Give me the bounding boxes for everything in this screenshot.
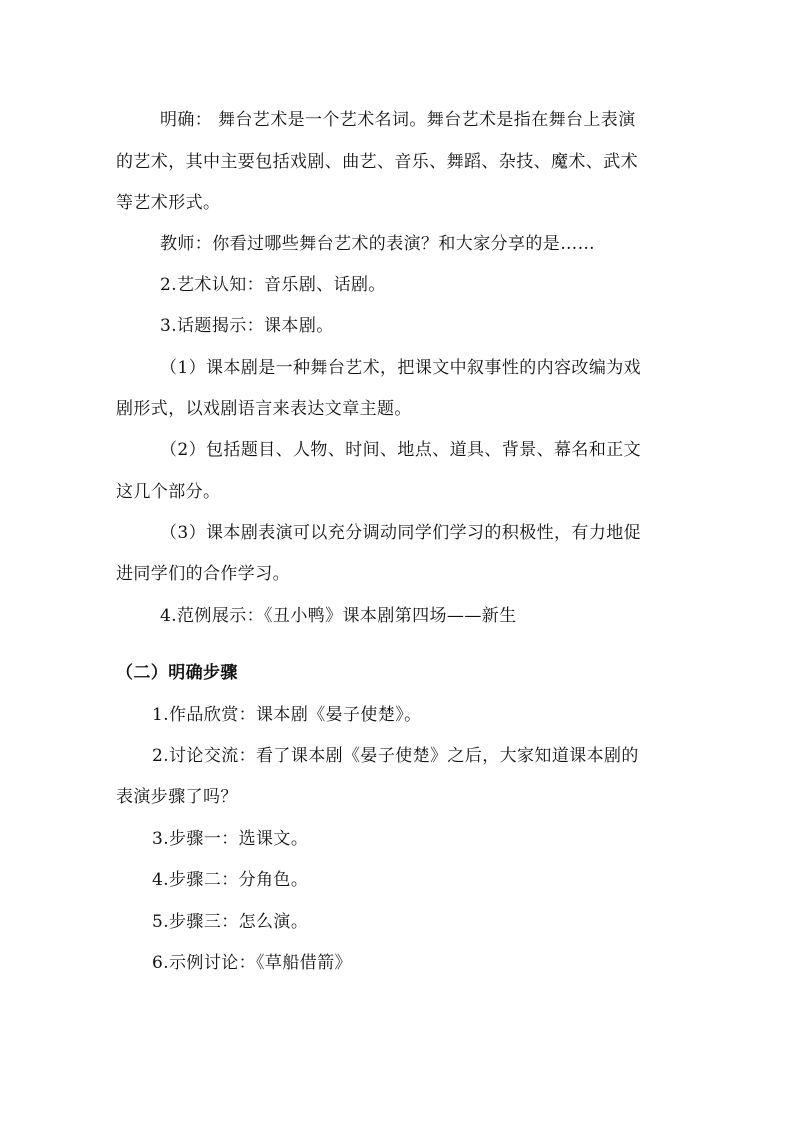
point-1-line-2: 剧形式，以戏剧语言来表达文章主题。 — [116, 399, 412, 419]
point-1-line-1: （1）课本剧是一种舞台艺术，把课文中叙事性的内容改编为戏 — [160, 358, 642, 378]
paragraph-mingque-line-2: 的艺术，其中主要包括戏剧、曲艺、音乐、舞蹈、杂技、魔术、武术 — [116, 152, 638, 172]
point-3-line-1: （3）课本剧表演可以充分调动同学们学习的积极性，有力地促 — [160, 523, 642, 543]
step-list-item-1: 1.作品欣赏：课本剧《晏子使楚》。 — [152, 705, 422, 725]
paragraph-mingque-line-3: 等艺术形式。 — [116, 193, 221, 213]
art-cognition-item: 2.艺术认知：音乐剧、话剧。 — [160, 275, 386, 295]
step-list-item-4: 4.步骤二：分角色。 — [152, 870, 309, 890]
step-list-item-5: 5.步骤三：怎么演。 — [152, 912, 309, 932]
step-list-item-6: 6.示例讨论：《草船借箭》 — [152, 953, 352, 973]
example-display-item: 4.范例展示：《丑小鸭》课本剧第四场——新生 — [160, 606, 517, 626]
teacher-question-line: 教师：你看过哪些舞台艺术的表演？和大家分享的是…… — [160, 234, 595, 254]
point-3-line-2: 进同学们的合作学习。 — [116, 564, 290, 584]
paragraph-mingque-line-1: 明确： 舞台艺术是一个艺术名词。舞台艺术是指在舞台上表演 — [160, 110, 636, 130]
step-list-item-2-line-2: 表演步骤了吗？ — [116, 787, 238, 807]
point-2-line-2: 这几个部分。 — [116, 482, 221, 502]
point-2-line-1: （2）包括题目、人物、时间、地点、道具、背景、幕名和正文 — [160, 440, 642, 460]
step-list-item-2-line-1: 2.讨论交流：看了课本剧《晏子使楚》之后，大家知道课本剧的 — [152, 746, 639, 766]
step-list-item-3: 3.步骤一：选课文。 — [152, 829, 309, 849]
section-heading-clarify-steps: （二）明确步骤 — [116, 663, 238, 683]
topic-reveal-item: 3.话题揭示：课本剧。 — [160, 316, 334, 336]
